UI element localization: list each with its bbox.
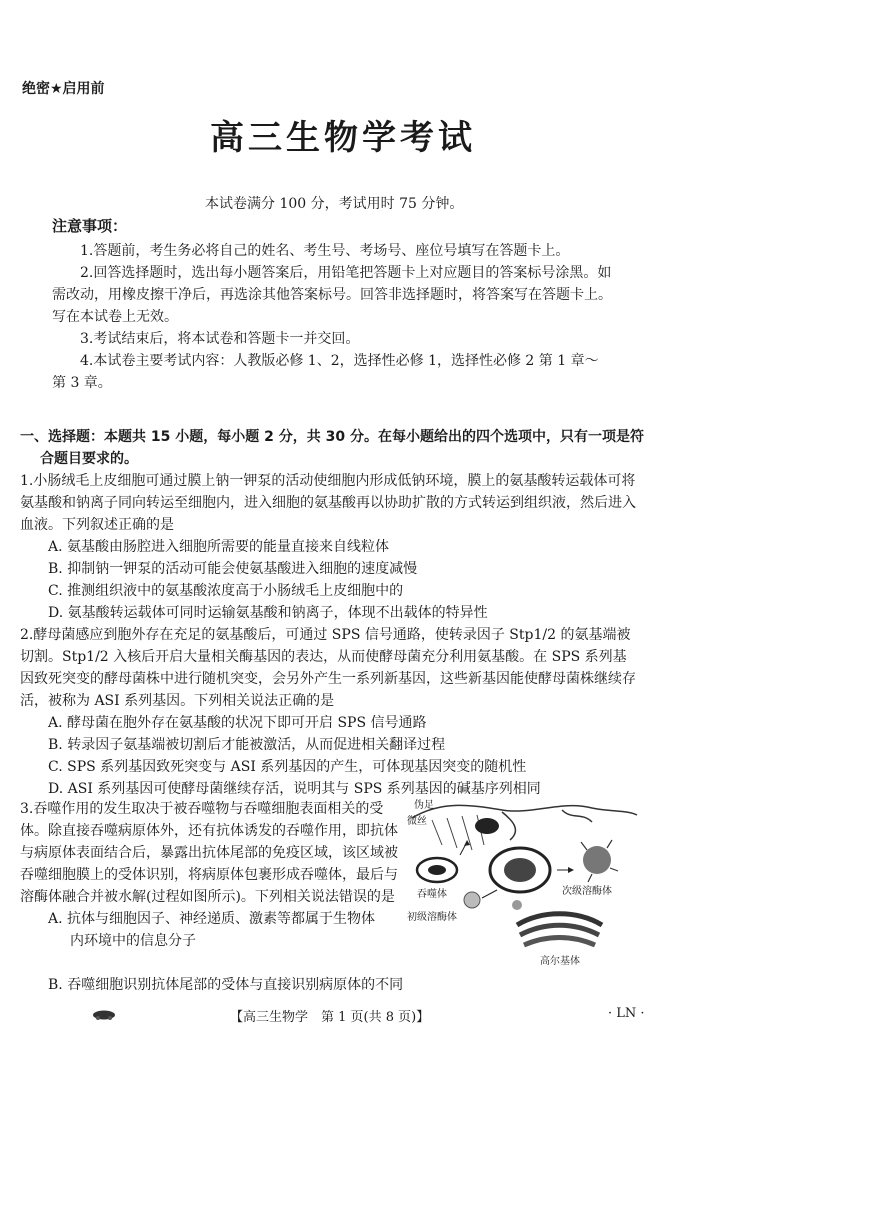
question-1 — [20, 470, 640, 624]
notice-heading: 注意事项： — [52, 217, 128, 235]
exam-info: 本试卷满分 100 分，考试用时 75 分钟。 — [205, 196, 464, 212]
page-number: 【高三生物学 第 1 页(共 8 页)】 — [230, 1010, 430, 1025]
label-golgi: 高尔基体 — [540, 956, 580, 967]
option-d: D. 氨基酸转运载体可同时运输氨基酸和钠离子，体现不出载体的特异性 — [48, 605, 488, 621]
option-a: A. 氨基酸由肠腔进入细胞所需要的能量直接来自线粒体 — [48, 539, 390, 555]
notice-item: 3.考试结束后，将本试卷和答题卡一并交回。 — [80, 331, 360, 347]
question-2 — [20, 624, 640, 800]
option-b: B. 吞噬细胞识别抗体尾部的受体与直接识别病原体的不同 — [48, 977, 404, 993]
section-heading — [20, 426, 645, 470]
publisher-logo-icon — [92, 1008, 116, 1024]
label-microvillus: 微丝 — [407, 816, 427, 827]
option-a-continued: 内环境中的信息分子 — [70, 933, 196, 949]
option-a: A. 抗体与细胞因子、神经递质、激素等都属于生物体 — [48, 911, 376, 927]
phagocytosis-diagram — [402, 790, 642, 970]
question-3-option-b — [20, 974, 640, 996]
option-b: B. 转录因子氨基端被切割后才能被激活，从而促进相关翻译过程 — [48, 737, 446, 753]
option-b: B. 抑制钠一钾泵的活动可能会使氨基酸进入细胞的速度减慢 — [48, 561, 418, 577]
page-footer — [0, 1006, 892, 1026]
label-secondary-lysosome: 次级溶酶体 — [562, 886, 612, 897]
question-stem: 2.酵母菌感应到胞外存在充足的氨基酸后，可通过 SPS 信号通路，使转录因子 Stp1/2 的氨基端被切割。Stp1/2 入核后开启大量相关酶基因的表达，从而使酵母菌充分利用氨基酸。在 SPS 系列基因致死突变的酵母菌株中进行随机突变，会另外产生一系列新基因，这些新基因能使酵母菌株继续存活，被称为 ASI 系列基因。下列相关说法正确的是 — [20, 627, 636, 709]
option-d: D. ASI 系列基因可使酵母菌继续存活，说明其与 SPS 系列基因的碱基序列相同 — [48, 781, 541, 797]
section-heading-line2: 合题目要求的。 — [40, 451, 138, 467]
notice-list — [52, 240, 612, 394]
question-3 — [20, 798, 400, 952]
label-phagosome: 吞噬体 — [417, 889, 447, 900]
option-c: C. 推测组织液中的氨基酸浓度高于小肠绒毛上皮细胞中的 — [48, 583, 404, 599]
confidential-mark: 绝密★启用前 — [22, 81, 105, 97]
label-pseudopod: 伪足 — [414, 800, 434, 811]
option-a: A. 酵母菌在胞外存在氨基酸的状况下即可开启 SPS 信号通路 — [48, 715, 427, 731]
notice-item: 1.答题前，考生务必将自己的姓名、考生号、考场号、座位号填写在答题卡上。 — [80, 243, 570, 259]
option-c: C. SPS 系列基因致死突变与 ASI 系列基因的产生，可体现基因突变的随机性 — [48, 759, 527, 775]
notice-item: 2.回答选择题时，选出每小题答案后，用铅笔把答题卡上对应题目的答案标号涂黑。如需改动，用橡皮擦干净后，再选涂其他答案标号。回答非选择题时，将答案写在答题卡上。写在本试卷上无效。 — [52, 265, 612, 325]
question-stem: 1.小肠绒毛上皮细胞可通过膜上钠一钾泵的活动使细胞内形成低钠环境，膜上的氨基酸转运载体可将氨基酸和钠离子同向转运至细胞内，进入细胞的氨基酸再以协助扩散的方式转运到组织液，然后进入血液。下列叙述正确的是 — [20, 473, 636, 533]
region-code: · LN · — [608, 1006, 645, 1021]
label-primary-lysosome: 初级溶酶体 — [407, 912, 457, 923]
question-stem: 3.吞噬作用的发生取决于被吞噬物与吞噬细胞表面相关的受体。除直接吞噬病原体外，还有抗体诱发的吞噬作用，即抗体与病原体表面结合后，暴露出抗体尾部的免疫区域，该区域被吞噬细胞膜上的受体识别，将病原体包裹形成吞噬体，最后与溶酶体融合并被水解(过程如图所示)。下列相关说法错误的是 — [20, 801, 398, 905]
phagocytosis-figure — [402, 790, 642, 970]
page-title: 高三生物学考试 — [210, 118, 476, 158]
notice-item: 4.本试卷主要考试内容：人教版必修 1、2，选择性必修 1，选择性必修 2 第 1 章～第 3 章。 — [52, 353, 599, 391]
section-heading-line1: 一、选择题：本题共 15 小题，每小题 2 分，共 30 分。在每小题给出的四个选项中，只有一项是符 — [20, 429, 644, 445]
